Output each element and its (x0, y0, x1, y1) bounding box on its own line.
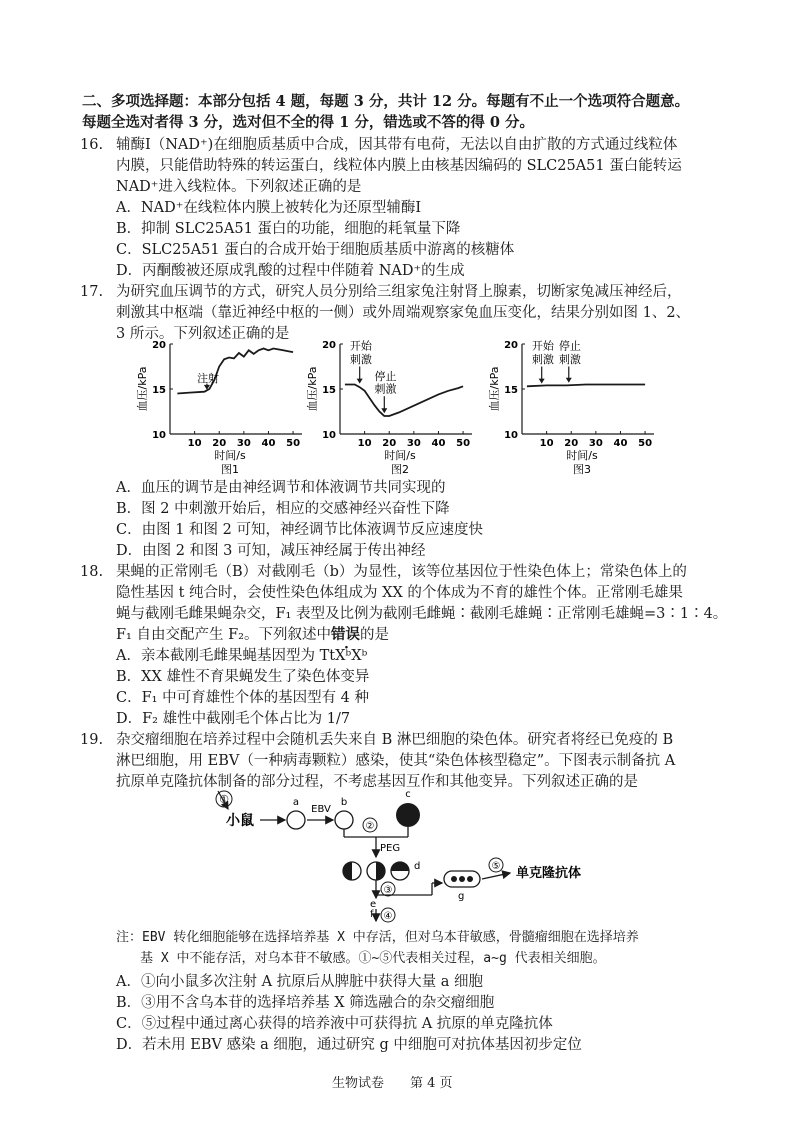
section-title-line2: 每题全选对者得 3 分，选对但不全的得 1 分，错选或不答的得 0 分。 (82, 114, 535, 131)
annotation-text: 刺激 (374, 382, 397, 396)
y-tick-label: 10 (322, 430, 336, 441)
x-tick-label: 10 (357, 438, 372, 449)
annotation-text: 刺激 (558, 352, 581, 366)
cell-f-label: f (370, 909, 374, 920)
q19-option-d: D．若未用 EBV 感染 a 细胞，通过研究 g 中细胞可对抗体基因初步定位 (116, 1037, 582, 1053)
chart-title: 图2 (391, 463, 409, 476)
q18-stem-line: 隐性基因 t 纯合时，会使性染色体组成为 XX 的个体成为不育的雄性个体。正常刚毛雄果 (116, 585, 683, 601)
q16-option-b: B．抑制 SLC25A51 蛋白的功能，细胞的耗氧量下降 (116, 221, 461, 237)
annotation-arrowhead (566, 378, 572, 383)
q19-stem-line: 抗原单克隆抗体制备的部分过程，不考虑基因互作和其他变异。下列叙述正确的是 (116, 774, 638, 790)
ebv-label: EBV (311, 804, 331, 815)
q19-note-line: 基 X 中不能存活，对乌本苷不敏感。①~⑤代表相关过程，a~g 代表相关细胞。 (140, 951, 606, 966)
cell-a-label: a (292, 797, 300, 808)
annotation-text: 刺激 (531, 352, 554, 366)
step-1-label: ① (219, 793, 229, 806)
q17-option-d: D．由图 2 和图 3 可知，减压神经属于传出神经 (116, 543, 426, 559)
peg-label: PEG (380, 843, 401, 854)
q18-stem-line: 果蝇的正常刚毛（B）对截刚毛（b）为显性，该等位基因位于性染色体上；常染色体上的 (116, 564, 687, 580)
cell-g-label: g (458, 891, 465, 902)
x-tick-label: 30 (406, 438, 421, 449)
q18-option-b: B．XX 雄性不育果蝇发生了染色体变异 (116, 669, 370, 685)
cell-a (287, 811, 305, 829)
q16-option-c: C．SLC25A51 蛋白的合成开始于细胞质基质中游离的核糖体 (116, 242, 515, 258)
q17-stem-line: 为研究血压调节的方式，研究人员分别给三组家兔注射肾上腺素，切断家兔减压神经后， (116, 284, 682, 300)
q19-number: 19. (80, 732, 104, 748)
q16-stem-line: 辅酶Ⅰ（NAD⁺)在细胞质基质中合成，因其带有电荷，无法以自由扩散的方式通过线粒体 (116, 137, 678, 153)
q16-number: 16. (80, 137, 104, 153)
cell-b (335, 811, 353, 829)
y-tick-label: 20 (504, 340, 518, 351)
x-tick-label: 20 (382, 438, 397, 449)
series-line (345, 385, 463, 417)
q18-option-a: A．亲本截刚毛雌果蝇基因型为 TtXᵇXᵇ (116, 648, 368, 664)
q18-emphasis: 错误 (330, 626, 360, 643)
cell-d-label: d (414, 861, 421, 872)
annotation-arrowhead (381, 408, 387, 413)
q18-stem-text: F₁ 自由交配产生 F₂。下列叙述中 (116, 627, 331, 643)
cell-e-label: e (370, 899, 377, 910)
q19-option-b: B．③用不含乌本苷的选择培养基 X 筛选融合的杂交瘤细胞 (116, 995, 495, 1011)
y-tick-label: 15 (504, 385, 518, 396)
q19-option-c: C．⑤过程中通过离心获得的培养液中可获得抗 A 抗原的单克隆抗体 (116, 1016, 553, 1032)
q19-stem-line: 淋巴细胞，用 EBV（一种病毒颗粒）感染，使其“染色体核型稳定”。下图表示制备抗 A (116, 753, 676, 769)
series-line (177, 349, 293, 394)
annotation-text: 停止 (374, 370, 397, 383)
annotation-text: 刺激 (349, 352, 372, 366)
q18-option-c: C．F₁ 中可育雄性个体的基因型有 4 种 (116, 690, 370, 706)
x-tick-label: 50 (638, 438, 653, 449)
series-line (527, 385, 645, 387)
cell-b-label: b (340, 797, 348, 808)
q17-stem-line: 刺激其中枢端（靠近神经中枢的一侧）或外周端观察家兔血压变化，结果分别如图 1、2、 (116, 305, 691, 321)
q18-number: 18. (80, 564, 104, 580)
annotation-text: 开始 (349, 339, 372, 353)
x-tick-label: 20 (212, 438, 227, 449)
x-axis-label: 时间/s (214, 449, 246, 462)
section-title-line1: 二、多项选择题：本部分包括 4 题，每题 3 分，共计 12 分。每题有不止一个选项符合题意。 (82, 93, 690, 110)
annotation-arrowhead (539, 379, 545, 384)
step-2-label: ② (365, 821, 375, 832)
q19-option-a: A．①向小鼠多次注射 A 抗原后从脾脏中获得大量 a 细胞 (116, 974, 484, 990)
q16-option-a: A．NAD⁺在线粒体内膜上被转化为还原型辅酶Ⅰ (116, 200, 422, 216)
step-3-label: ③ (383, 885, 393, 896)
q17-option-a: A．血压的调节是由神经调节和体液调节共同实现的 (116, 480, 446, 496)
figure-1-chart (130, 338, 315, 478)
y-tick-label: 10 (152, 430, 166, 441)
x-tick-label: 10 (187, 438, 202, 449)
q18-stem-last-line (116, 625, 389, 645)
y-tick-label: 15 (322, 385, 336, 396)
x-tick-label: 50 (456, 438, 471, 449)
y-tick-label: 10 (504, 430, 518, 441)
q17-stem-line: 3 所示。下列叙述正确的是 (116, 326, 290, 342)
y-axis-label: 血压/kPa (136, 366, 149, 412)
cell-c (396, 803, 420, 827)
x-tick-label: 10 (539, 438, 554, 449)
q19-note-line: 注：EBV 转化细胞能够在选择培养基 X 中存活，但对乌本苷敏感，骨髓瘤细胞在选择培养 (116, 930, 639, 945)
q16-stem-line: 内膜，只能借助特殊的转运蛋白，线粒体内膜上由核基因编码的 SLC25A51 蛋白能转运 (116, 158, 682, 174)
figure-3-chart (482, 338, 672, 478)
q18-option-d: D．F₂ 雄性中截刚毛个体占比为 1/7 (116, 711, 351, 727)
x-tick-label: 30 (588, 438, 603, 449)
q17-option-b: B．图 2 中刺激开始后，相应的交感神经兴奋性下降 (116, 501, 450, 517)
x-tick-label: 40 (431, 438, 446, 449)
chart-title: 图3 (573, 463, 591, 476)
footer-subject: 生物试卷 (332, 1076, 385, 1091)
x-tick-label: 40 (613, 438, 628, 449)
q17-option-c: C．由图 1 和图 2 可知，神经调节比体液调节反应速度快 (116, 522, 483, 538)
step-4-label: ④ (383, 911, 393, 922)
x-tick-label: 40 (261, 438, 276, 449)
annotation-arrowhead (357, 379, 363, 384)
figure-2-chart (300, 338, 490, 478)
q19-diagram (200, 785, 620, 925)
annotation-text: 注射 (197, 371, 220, 385)
x-axis-label: 时间/s (566, 449, 598, 462)
step-5-label: ⑤ (491, 861, 501, 872)
antibody-label: 单克隆抗体 (516, 866, 582, 881)
q18-stem-line: 蝇与截刚毛雌果蝇杂交，F₁ 表型及比例为截刚毛雌蝇∶截刚毛雄蝇∶正常刚毛雄蝇=3∶1∶4。 (116, 606, 728, 622)
annotation-text: 停止 (558, 339, 581, 353)
y-tick-label: 20 (322, 340, 336, 351)
x-tick-label: 20 (564, 438, 579, 449)
annotation-text: 开始 (531, 339, 554, 353)
chart-title: 图1 (221, 463, 239, 476)
q16-stem-line: NAD⁺进入线粒体。下列叙述正确的是 (116, 179, 362, 195)
footer-page-number: 第 4 页 (410, 1076, 453, 1091)
x-axis-label: 时间/s (384, 449, 416, 462)
y-tick-label: 20 (152, 340, 166, 351)
cell-c-label: c (405, 789, 411, 800)
q18-stem-text-end: 的是 (359, 627, 389, 643)
y-axis-label: 血压/kPa (306, 366, 319, 412)
q17-number: 17. (80, 284, 104, 300)
mouse-label: 小鼠 (226, 813, 254, 829)
y-axis-label: 血压/kPa (488, 366, 501, 412)
y-tick-label: 15 (152, 385, 166, 396)
q19-stem-line: 杂交瘤细胞在培养过程中会随机丢失来自 B 淋巴细胞的染色体。研究者将经已免疫的 B (116, 732, 674, 748)
x-tick-label: 50 (286, 438, 301, 449)
x-tick-label: 30 (236, 438, 251, 449)
q16-option-d: D．丙酮酸被还原成乳酸的过程中伴随着 NAD⁺的生成 (116, 263, 465, 279)
